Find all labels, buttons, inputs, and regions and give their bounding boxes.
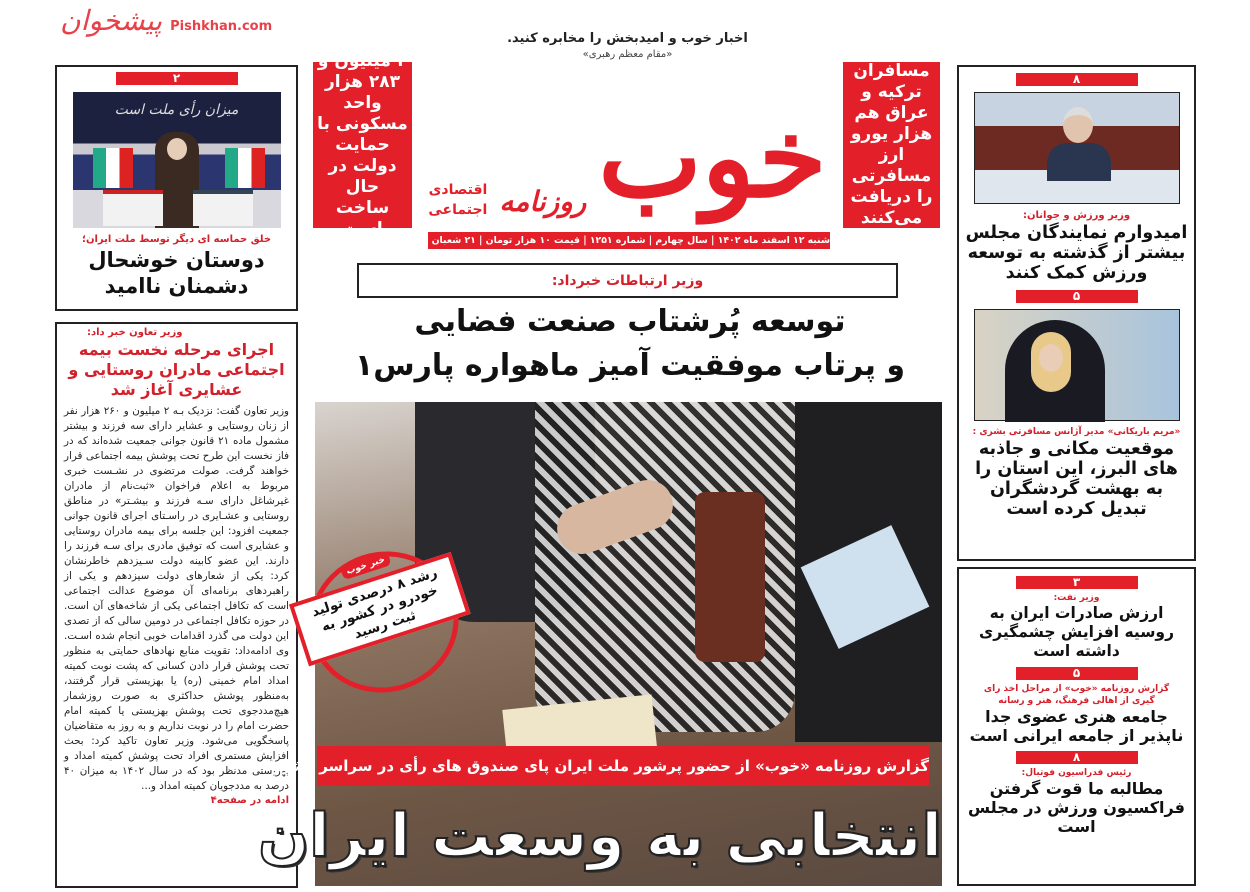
story-kicker: گزارش روزنامه «خوب» از مراحل اخذ رای گیری از اهالی فرهنگ، هنر و رسانه xyxy=(983,684,1170,706)
story-headline[interactable]: امیدوارم نمایندگان مجلس بیشتر از گذشته به توسعه ورزش کمک کنند xyxy=(965,223,1188,283)
watermark-fa: پیشخوان xyxy=(60,4,163,37)
leader-voting-photo xyxy=(73,92,281,228)
stamp-text: رشد ۸ درصدی تولید خودرو در کشور به ثبت رسید xyxy=(289,552,471,666)
stamp-badge xyxy=(291,532,477,712)
tagline-economic: اقتصادی xyxy=(428,182,488,198)
logo-prefix: روزنامه xyxy=(499,185,587,218)
pishkhan-watermark xyxy=(60,4,272,37)
quote-source: «مقام معظم رهبری» xyxy=(582,49,673,60)
lead-headline-line-2: و پرتاب موفقیت آمیز ماهواره پارس۱ xyxy=(354,348,906,383)
story-headline[interactable] xyxy=(57,247,296,299)
story-kicker: خلق حماسه ای دیگر توسط ملت ایران؛ xyxy=(81,234,272,245)
continued-link[interactable]: ادامه در صفحه۴ xyxy=(210,795,289,806)
story-headline: جامعه هنری عضوی جدا ناپذیر از جامعه ایرانی است xyxy=(969,707,1184,745)
article-kicker: وزیر تعاون خبر داد: xyxy=(87,327,183,338)
story-headline: ارزش صادرات ایران به روسیه افزایش چشمگیری داشته است xyxy=(979,604,1174,660)
story-item[interactable] xyxy=(959,751,1194,836)
lead-kicker-box xyxy=(357,263,898,298)
taglines xyxy=(428,180,487,228)
story-item[interactable] xyxy=(959,667,1194,745)
headline-line-2: دشمنان ناامید xyxy=(104,274,249,298)
page-number-badge: ۸ xyxy=(1016,751,1138,764)
page-number-badge: ۵ xyxy=(1016,290,1138,303)
photo-headline: انتخابی به وسعت ایران xyxy=(257,801,942,871)
tagline-social: اجتماعی xyxy=(428,202,488,218)
story-item[interactable] xyxy=(959,576,1194,661)
newspaper-logo: خوب xyxy=(598,93,827,222)
dateline-bar: شنبه ۱۲ اسفند ماه ۱۴۰۲ | سال چهارم | شماره ۱۲۵۱ | قیمت ۱۰ هزار تومان | ۲۱ شعبان ۱۴۴۵ | ۲ مارچ ۲۰۲۴ xyxy=(428,232,830,249)
housing-news-box[interactable]: ۲ میلیون و ۲۸۳ هزار واحد مسکونی با حمایت دولت در حال ساخت است xyxy=(313,62,412,228)
travel-currency-box[interactable]: مسافران ترکیه و عراق هم هزار یورو ارز مسافرتی را دریافت می‌کنند xyxy=(843,62,940,228)
right-top-stories xyxy=(957,65,1196,561)
watermark-en: Pishkhan.com xyxy=(170,19,273,34)
page-number-badge: ۸ xyxy=(1016,73,1138,86)
story-kicker: رئیس فدراسیون فوتبال: xyxy=(1021,768,1132,778)
lead-headline[interactable] xyxy=(310,300,950,388)
story-kicker: وزیر ورزش و جوانان: xyxy=(1022,210,1131,221)
page-number-badge: ۲ xyxy=(116,72,238,85)
travel-agency-director-photo xyxy=(974,309,1180,421)
article-headline: اجرای مرحله نخست بیمه اجتماعی مادران روستایی و عشایری آغاز شد xyxy=(68,340,285,399)
voting-main-photo[interactable] xyxy=(257,402,942,886)
photo-kicker-bar: گزارش روزنامه «خوب» از حضور پرشور ملت ایران پای صندوق های رأی در سراسر کشور؛ xyxy=(317,746,929,786)
article-body: وزیر تعاون گفت: نزدیک بـه ۲ میلیون و ۲۶۰ هزار نفر از زنان روستایی و عشایر دارای سه فرزند و بیشتر مشمول ماده ۲۱ قانون جوانی جمعیت شده‌اند که در فاز نخست این طرح تحت پوشش بیمه اجتماعی قرار خواهند گرفت. صولت مرتضوی در نشـست خبری مربوط به اعلام فراخوان «ثبت‌نام از مادران غیرشاغل دارای سـه فرزند و بیشـتر» در مناطق روستایی و عشـایری در راسـتای اجرای قانون جوانی جمعیت افزود: این جلسه برای بیمه مادران روستایی و عشایری است که توفیق مادری برای سـه فرزند را دارند. این عضو کابینه دولت سـیزدهم خاطرنشان کرد: یکی از شعارهای دولت سیزدهم و یکی از راهبردهای برنامه‌ای آن موضوع عدالت اجتماعی است که تکافل اجتماعی یکی از شاخه‌های آن است. در حوزه تکافل اجتماعی در دومین سالی که از تصدی این دولت می گذرد اقدامات خوبی انجام شده اسـت. وی ادامه‌داد: تقویت منابع نهادهای حمایتی به منظور تحت پوشش قرار دادن کسانی که پشت نوبت کمیته امداد امام خمینی (ره) یا بهزیستی قرار گرفتند، به‌منظور پوشش حداکثری به صورت روزشمار هیچ‌مددجوی تحت پوشش بهزیستی یا کمیته امام حضرت امام را در نوبت نداریم و به روز به متقاضیان پاسخگویی می‌شود. وزیر تعاون تاکید کرد: بحث افزایش مستمری افراد تحت پوشش کمیته امداد و بهزیستی مدنظر بود که در سال ۱۴۰۲ به میزان ۴۰ درصد به مددجویان کمیته امداد و... xyxy=(64,405,290,792)
headline-line-1: دوستان خوشحال xyxy=(88,248,265,272)
leader-quote: اخبار خوب و امیدبخش را مخابره کنید. xyxy=(507,31,748,46)
page-number-badge: ۳ xyxy=(1016,576,1138,589)
stamp-label: خبر خوب xyxy=(340,552,392,581)
lead-kicker: وزیر ارتباطات خبرداد: xyxy=(551,272,704,289)
masthead xyxy=(420,30,835,230)
page-number-badge: ۵ xyxy=(1016,667,1138,680)
story-headline: مطالبه ما قوت گرفتن فراکسیون ورزش در مجلس است xyxy=(968,779,1185,836)
logo-row xyxy=(428,62,826,228)
right-bottom-stories xyxy=(957,567,1196,886)
left-top-story[interactable] xyxy=(55,65,298,311)
photo-banner-text: میزان رأی ملت است xyxy=(114,102,239,118)
sports-minister-photo xyxy=(974,92,1180,204)
story-kicker: «مریم باریکانی» مدیر آژانس مسافرتی بشری : xyxy=(972,427,1181,437)
story-headline[interactable]: موقعیت مکانی و جاذبه های البرز، این استان را به بهشت گردشگران تبدیل کرده است xyxy=(975,439,1178,519)
story-kicker: وزیر نفت: xyxy=(1053,593,1100,603)
lead-headline-line-1: توسعه پُرشتاب صنعت فضایی xyxy=(414,304,846,339)
